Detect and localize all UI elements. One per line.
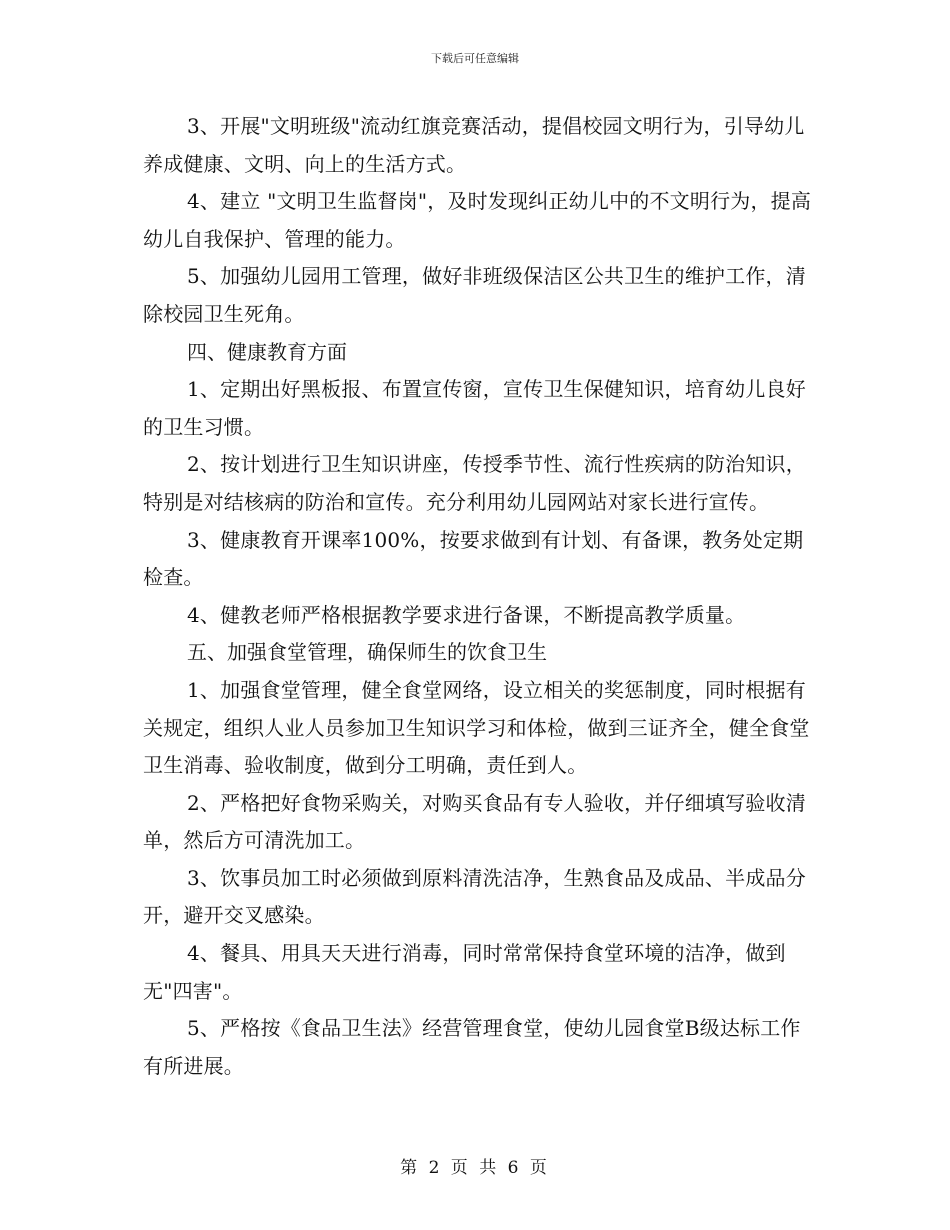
header-note: 下载后可任意编辑 (431, 52, 519, 65)
paragraph: 5、严格按《食品卫生法》经营管理食堂，使幼儿园食堂B级达标工作有所进展。 (143, 1016, 801, 1078)
section-heading: 五、加强食堂管理，确保师生的饮食卫生 (187, 640, 547, 665)
paragraph: 1、加强食堂管理，健全食堂网络，设立相关的奖惩制度，同时根据有关规定，组织人业人员参加卫生知识学习和体检，做到三证齐全，健全食堂卫生消毒、验收制度，做到分工明确，责任到人。 (143, 677, 810, 778)
paragraph: 1、定期出好黑板报、布置宣传窗，宣传卫生保健知识，培育幼儿良好的卫生习惯。 (143, 377, 806, 439)
paragraph: 3、饮事员加工时必须做到原料清洗洁净，生熟食品及成品、半成品分开，避开交叉感染。 (143, 865, 806, 928)
paragraph: 2、严格把好食物采购关，对购买食品有专人验收，并仔细填写验收清单，然后方可清洗加工。 (143, 790, 806, 853)
paragraph: 5、加强幼儿园用工管理，做好非班级保洁区公共卫生的维护工作，清除校园卫生死角。 (143, 264, 806, 326)
paragraph: 3、健康教育开课率100%，按要求做到有计划、有备课，教务处定期检查。 (143, 527, 804, 590)
paragraph: 4、健教老师严格根据教学要求进行备课，不断提高教学质量。 (187, 602, 746, 627)
page-number: 第 2 页 共 6 页 (400, 1158, 550, 1178)
section-heading: 四、健康教育方面 (187, 339, 347, 364)
paragraph: 2、按计划进行卫生知识讲座，传授季节性、流行性疾病的防治知识，特别是对结核病的防治和宣传。充分利用幼儿园网站对家长进行宣传。 (143, 452, 806, 514)
document-body (143, 108, 815, 1085)
paragraph: 4、建立 "文明卫生监督岗"，及时发现纠正幼儿中的不文明行为，提高幼儿自我保护、管理的能力。 (143, 189, 812, 251)
paragraph: 4、餐具、用具天天进行消毒，同时常常保持食堂环境的洁净，做到无"四害"。 (143, 941, 786, 1003)
paragraph: 3、开展"文明班级"流动红旗竞赛活动，提倡校园文明行为，引导幼儿养成健康、文明、向上的生活方式。 (143, 114, 805, 176)
